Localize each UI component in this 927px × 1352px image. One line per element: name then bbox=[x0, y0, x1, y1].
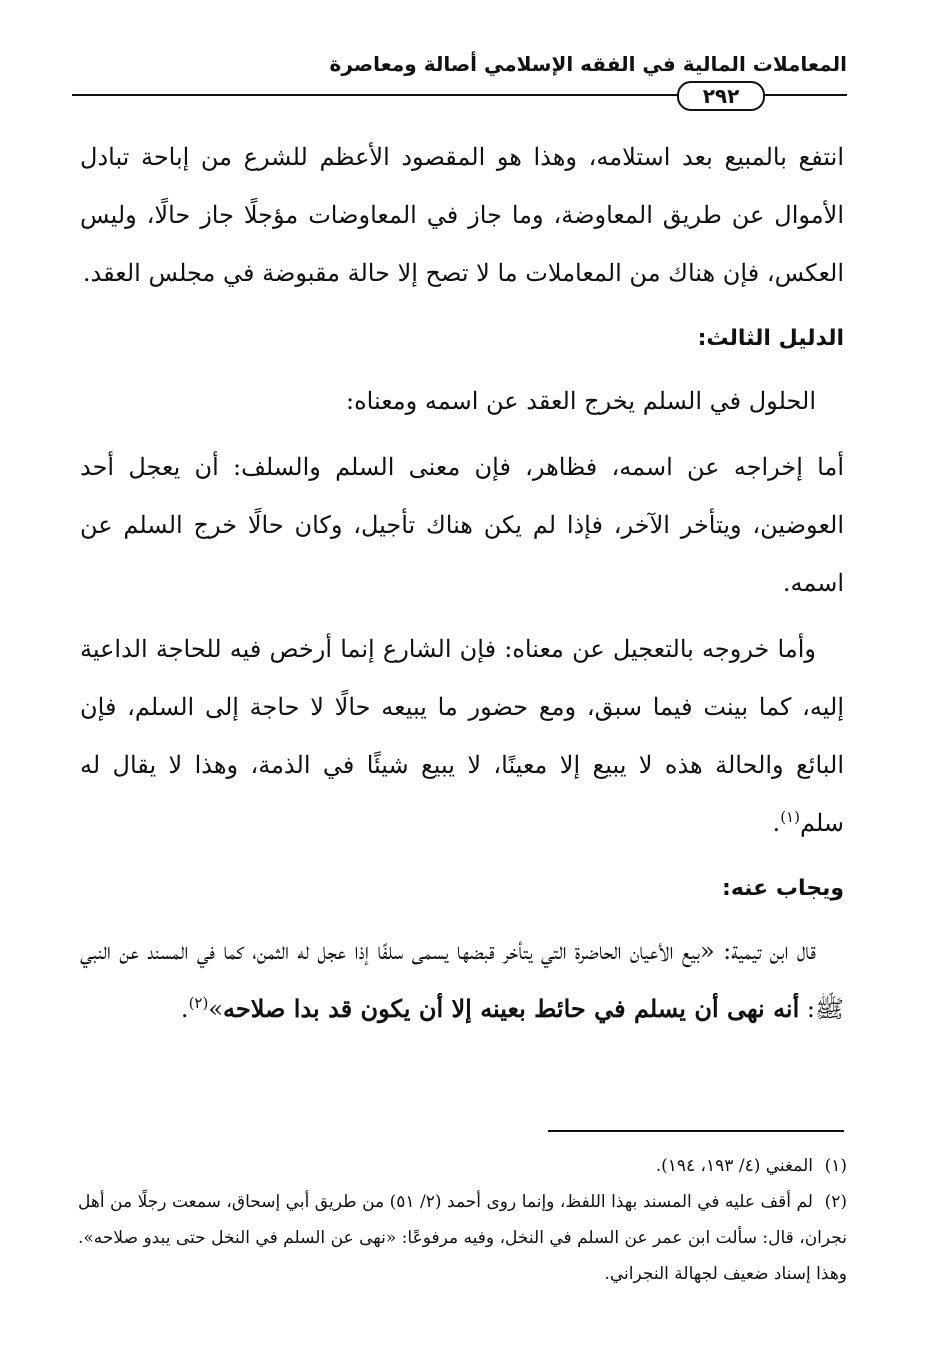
paragraph-3: أما إخراجه عن اسمه، فظاهر، فإن معنى السلم والسلف: أن يعجل أحد العوضين، ويتأخر الآخر، فإذا لم يكن هناك تأجيل، وكان حالًا خرج السلم عن اسمه. bbox=[80, 453, 844, 597]
footnote-1 bbox=[78, 1148, 847, 1184]
footnote-2 bbox=[78, 1184, 847, 1292]
footnote-1-text: المغني (٤/ ١٩٣، ١٩٤). bbox=[655, 1156, 813, 1176]
page-header bbox=[72, 38, 847, 118]
footnote-1-number: (١) bbox=[824, 1156, 847, 1176]
paragraph-5-end: . bbox=[180, 995, 189, 1023]
paragraph-5-text: قال ابن تيمية: «بيع الأعيان الحاضرة التي يتأخر قبضها يسمى سلفًا إذا عجل له الثمن، كما في المسند عن النبي ﷺ: bbox=[80, 937, 844, 1023]
quote-close: » bbox=[208, 995, 224, 1023]
footnote-2-number: (٢) bbox=[824, 1192, 847, 1212]
paragraph-5 bbox=[80, 922, 844, 1038]
section-heading-third-evidence: الدليل الثالث: bbox=[697, 326, 844, 351]
footnote-2-text: لم أقف عليه في المسند بهذا اللفظ، وإنما روى أحمد (٢/ ٥١) من طريق أبي إسحاق، سمعت رجلًا من أهل نجران، قال: سألت ابن عمر عن السلم في النخل، وفيه مرفوعًا: «نهى عن السلم في النخل حتى يبدو صلاحه». وهذا إسناد ضعيف لجهالة النجراني. bbox=[78, 1192, 847, 1284]
paragraph-2: الحلول في السلم يخرج العقد عن اسمه ومعناه: bbox=[346, 387, 816, 415]
footnote-ref-1[interactable]: (١) bbox=[780, 808, 800, 826]
section-heading-response: ويجاب عنه: bbox=[722, 876, 844, 901]
paragraph-4 bbox=[80, 620, 844, 852]
paragraph-4-text: وأما خروجه بالتعجيل عن معناه: فإن الشارع إنما أرخص فيه للحاجة الداعية إليه، كما بينت فيما سبق، ومع حضور ما يبيعه حالًا لا حاجة إلى السلم، فإن البائع والحالة هذه لا يبيع إلا معينًا، لا يبيع شيئًا في الذمة، وهذا لا يقال له سلم bbox=[80, 635, 845, 837]
page-number: ٢٩٢ bbox=[677, 81, 765, 111]
main-text bbox=[80, 128, 844, 1038]
running-title: المعاملات المالية في الفقه الإسلامي أصالة ومعاصرة bbox=[329, 52, 847, 76]
footnote-separator bbox=[548, 1130, 844, 1132]
hadith-quote: أنه نهى أن يسلم في حائط بعينه إلا أن يكون قد بدا صلاحه bbox=[223, 994, 800, 1023]
paragraph-4-end: . bbox=[772, 809, 781, 837]
footnote-ref-2[interactable]: (٢) bbox=[188, 994, 209, 1012]
paragraph-1: انتفع بالمبيع بعد استلامه، وهذا هو المقصود الأعظم للشرع من إباحة تبادل الأموال عن طريق المعاوضة، وما جاز في المعاوضات مؤجلًا جاز حالًا، وليس العكس، فإن هناك من المعاملات ما لا تصح إلا حالة مقبوضة في مجلس العقد. bbox=[80, 143, 844, 287]
footnotes bbox=[78, 1148, 847, 1292]
